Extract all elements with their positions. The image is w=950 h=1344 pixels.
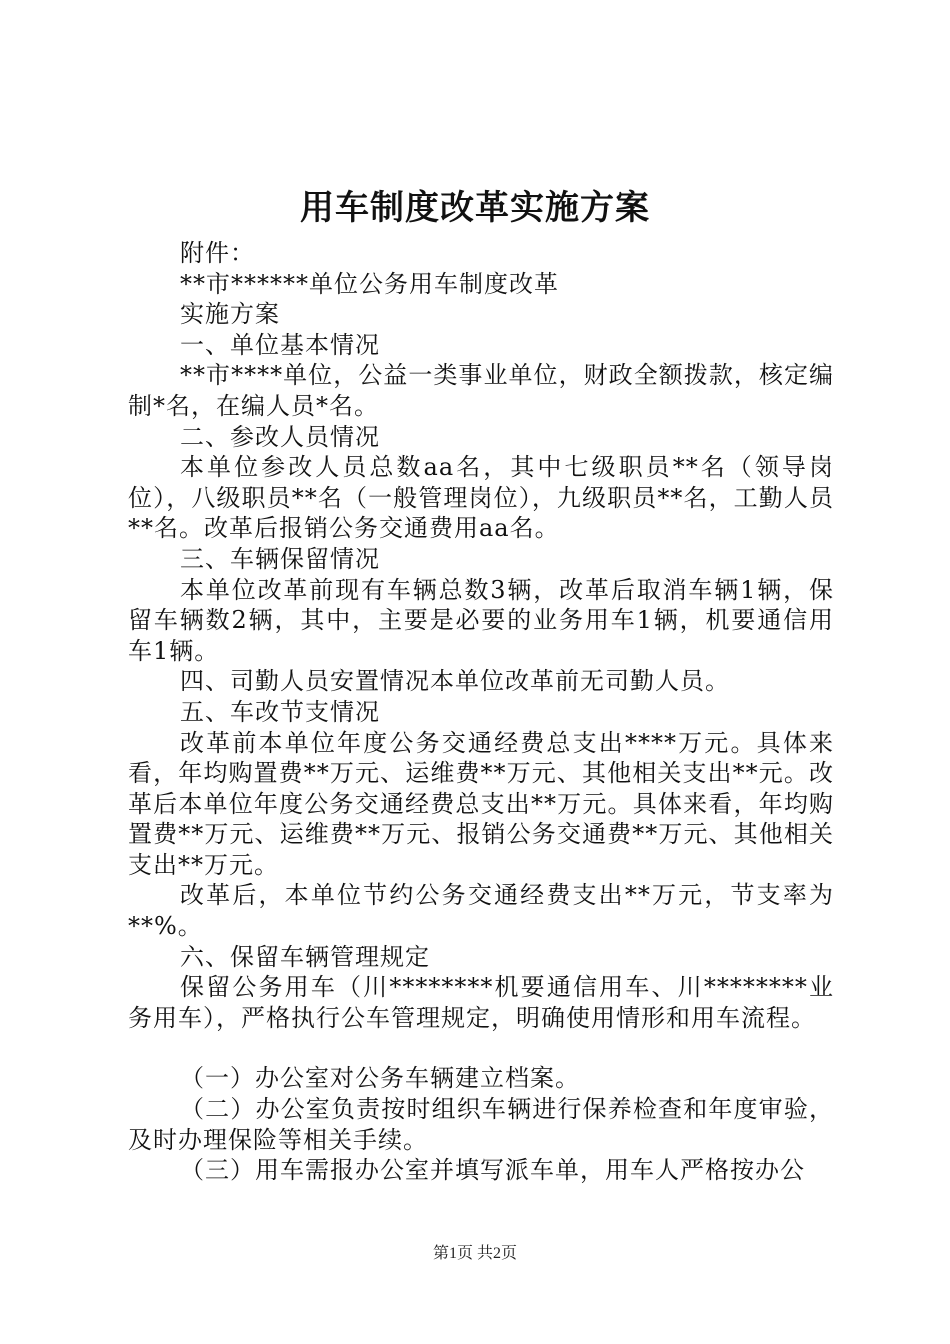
paragraph-unit-basic: **市****单位，公益一类事业单位，财政全额拨款，核定编制*名，在编人员*名。 — [128, 361, 834, 420]
paragraph-savings-rate: 改革后，本单位节约公务交通经费支出**万元，节支率为**%。 — [128, 881, 834, 941]
section-heading-1: 一、单位基本情况 — [180, 330, 380, 359]
paragraph-rule-2: （二）办公室负责按时组织车辆进行保养检查和年度审验，及时办理保险等相关手续。 — [128, 1095, 834, 1154]
paragraph-staff: 本单位参改人员总数aa名，其中七级职员**名（领导岗位），八级职员**名（一般管理岗位），九级职员**名，工勤人员**名。改革后报销公务交通费用aa名。 — [128, 453, 834, 543]
section-heading-6: 六、保留车辆管理规定 — [180, 942, 430, 971]
paragraph-rule-1: （一）办公室对公务车辆建立档案。 — [180, 1064, 580, 1093]
paragraph-retained-vehicles: 保留公务用车（川********机要通信用车、川********业务用车），严格执行公车管理规定，明确使用情形和用车流程。 — [128, 973, 834, 1032]
paragraph-unit-heading: **市******单位公务用车制度改革 — [180, 269, 559, 298]
paragraph-plan-heading: 实施方案 — [180, 300, 280, 329]
paragraph-savings-detail: 改革前本单位年度公务交通经费总支出****万元。具体来看，年均购置费**万元、运维费**万元、其他相关支出**元。改革后本单位年度公务交通经费总支出**万元。具体来看，年均购置费**万元、运维费**万元、报销公务交通费**万元、其他相关支出**万元。 — [128, 728, 834, 879]
document-title: 用车制度改革实施方案 — [300, 188, 650, 228]
page-number: 第1页 共2页 — [432, 1245, 517, 1262]
document-body — [128, 238, 834, 1186]
section-heading-4: 四、司勤人员安置情况本单位改革前无司勤人员。 — [180, 667, 730, 696]
section-heading-5: 五、车改节支情况 — [180, 697, 380, 726]
paragraph-rule-3: （三）用车需报办公室并填写派车单，用车人严格按办公 — [180, 1156, 805, 1185]
section-heading-3: 三、车辆保留情况 — [180, 544, 380, 573]
paragraph-vehicles: 本单位改革前现有车辆总数3辆，改革后取消车辆1辆，保留车辆数2辆，其中，主要是必要的业务用车1辆，机要通信用车1辆。 — [128, 575, 834, 665]
paragraph-attachment: 附件： — [180, 239, 255, 267]
section-heading-2: 二、参改人员情况 — [180, 422, 380, 451]
